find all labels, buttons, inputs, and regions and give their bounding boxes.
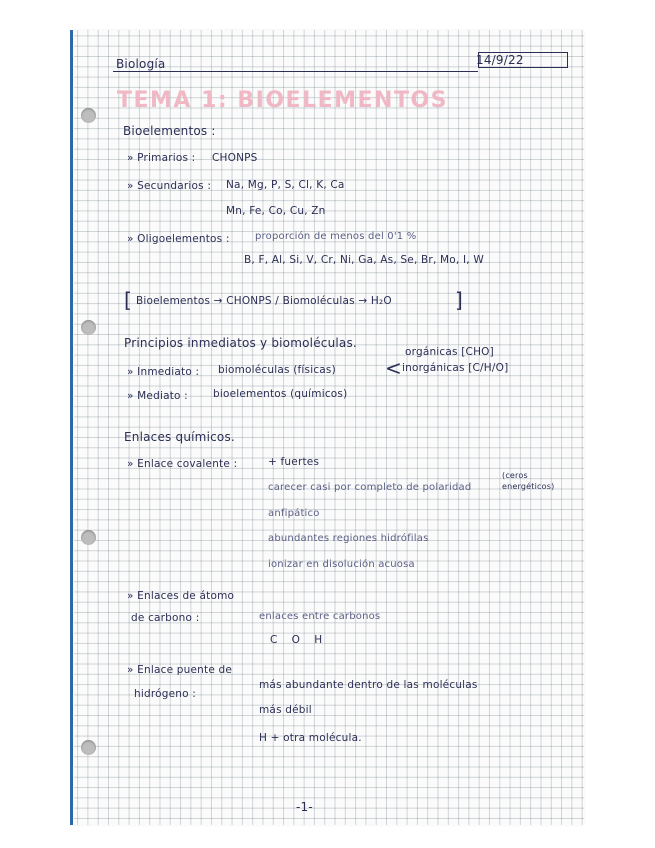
notebook-page bbox=[74, 30, 584, 825]
header-rule bbox=[113, 71, 478, 72]
covalente-point: carecer casi por completo de polaridad bbox=[268, 482, 472, 493]
less-than-symbol: < bbox=[385, 356, 402, 380]
section-heading: Principios inmediatos y biomoléculas. bbox=[124, 336, 357, 350]
covalente-note: (ceros energéticos) bbox=[502, 471, 555, 491]
punch-hole bbox=[81, 530, 96, 545]
bioelementos-summary: Bioelementos → CHONPS / Biomoléculas → H₂O bbox=[136, 295, 392, 307]
section-heading: Bioelementos : bbox=[123, 124, 216, 138]
oligoelementos-list: B, F, Al, Si, V, Cr, Ni, Ga, As, Se, Br, Mo, I, W bbox=[244, 254, 484, 266]
carbono-label: de carbono : bbox=[131, 612, 200, 624]
puente-point: H + otra molécula. bbox=[259, 732, 362, 744]
puente-label: » Enlace puente de bbox=[127, 664, 233, 676]
date-box bbox=[478, 52, 568, 68]
secundarios-label: » Secundarios : bbox=[127, 180, 212, 192]
primarios-value: CHONPS bbox=[212, 152, 258, 164]
carbono-value: enlaces entre carbonos bbox=[259, 611, 381, 622]
page-number: -1- bbox=[296, 800, 313, 814]
oligoelementos-label: » Oligoelementos : bbox=[127, 233, 230, 245]
inorganicas-label: inorgánicas [C/H/O] bbox=[402, 362, 509, 374]
covalente-point: ionizar en disolución acuosa bbox=[268, 559, 415, 570]
puente-point: más débil bbox=[259, 704, 312, 716]
margin-line bbox=[70, 30, 73, 825]
page-title: TEMA 1: BIOELEMENTOS bbox=[117, 88, 448, 113]
covalente-point: abundantes regiones hidrófilas bbox=[268, 533, 429, 544]
mediato-value: bioelementos (químicos) bbox=[213, 388, 348, 400]
open-bracket: [ bbox=[124, 288, 132, 312]
puente-point: más abundante dentro de las moléculas bbox=[259, 679, 478, 691]
punch-hole bbox=[81, 108, 96, 123]
covalente-label: » Enlace covalente : bbox=[127, 458, 238, 470]
inmediato-value: biomoléculas (físicas) bbox=[218, 364, 336, 376]
punch-hole bbox=[81, 320, 96, 335]
secundarios-line2: Mn, Fe, Co, Cu, Zn bbox=[226, 205, 326, 217]
carbono-label: » Enlaces de átomo bbox=[127, 590, 235, 602]
covalente-point: anfipático bbox=[268, 508, 320, 519]
close-bracket: ] bbox=[455, 288, 463, 312]
inmediato-label: » Inmediato : bbox=[127, 366, 200, 378]
punch-hole bbox=[81, 740, 96, 755]
date-label: 14/9/22 bbox=[476, 53, 524, 67]
covalente-point: + fuertes bbox=[268, 456, 320, 468]
puente-label: hidrógeno : bbox=[134, 688, 197, 700]
mediato-label: » Mediato : bbox=[127, 390, 188, 402]
carbono-symbols: C O H bbox=[270, 634, 323, 646]
primarios-label: » Primarios : bbox=[127, 152, 196, 164]
organicas-label: orgánicas [CHO] bbox=[405, 346, 494, 358]
oligoelementos-description: proporción de menos del 0'1 % bbox=[255, 231, 417, 242]
secundarios-line1: Na, Mg, P, S, Cl, K, Ca bbox=[226, 179, 345, 191]
subject-label: Biología bbox=[116, 57, 166, 71]
section-heading: Enlaces químicos. bbox=[124, 430, 235, 444]
